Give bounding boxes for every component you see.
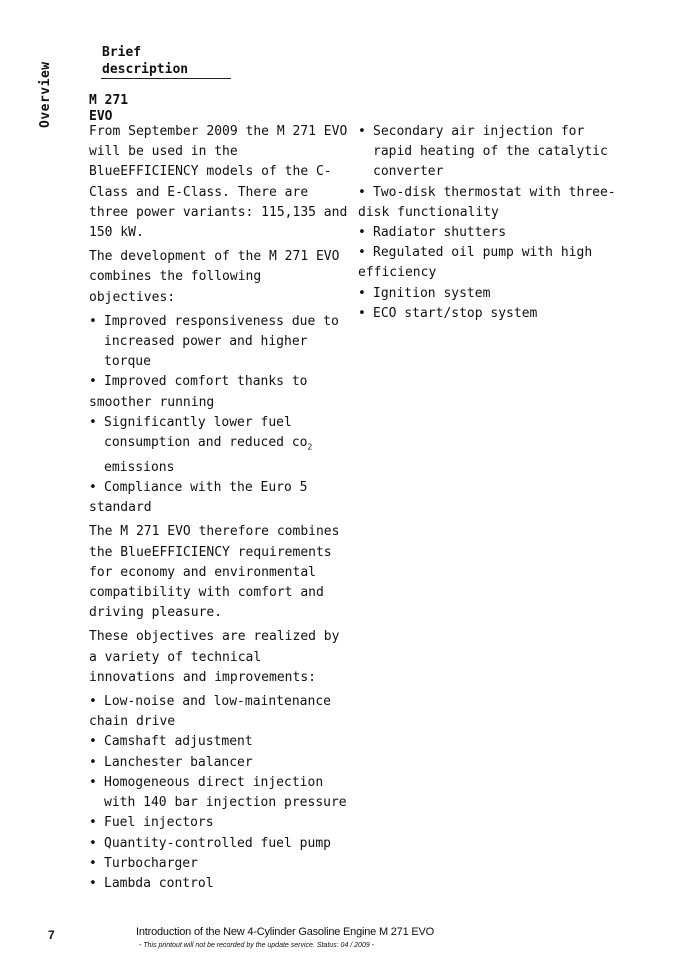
bullet-icon: • <box>358 285 366 301</box>
list-item-text: Low-noise and low-maintenance chain drive <box>89 694 331 730</box>
bullet-icon: • <box>89 414 97 430</box>
right-column <box>358 122 620 328</box>
list-item <box>89 874 351 894</box>
list-item <box>89 854 351 874</box>
left-column <box>89 122 351 898</box>
brief-line-1: Brief <box>102 45 142 60</box>
bullet-icon: • <box>89 694 97 710</box>
innovations-list <box>89 692 351 894</box>
heading-underline <box>101 78 231 79</box>
bullet-icon: • <box>358 225 366 241</box>
heading-line-2: EVO <box>89 109 113 124</box>
bullet-icon: • <box>89 815 97 831</box>
list-item <box>89 413 351 478</box>
bullet-icon: • <box>358 305 366 321</box>
list-item <box>89 732 351 752</box>
list-item-text: Homogeneous direct injection with 140 bar injection pressure <box>104 774 347 811</box>
bullet-icon: • <box>358 245 366 261</box>
list-item-text: Lanchester balancer <box>104 754 253 770</box>
list-item <box>89 372 351 412</box>
section-label-overview: Overview <box>38 61 53 128</box>
list-item-text: Ignition system <box>373 285 491 301</box>
list-item-text: Significantly lower fuel consumption and reduced co <box>104 414 308 451</box>
list-item-text: Improved responsiveness due to increased power and higher torque <box>104 313 339 370</box>
bullet-icon: • <box>358 184 366 200</box>
bullet-icon: • <box>358 124 366 139</box>
bullet-icon: • <box>89 855 97 871</box>
list-item <box>89 813 351 833</box>
section-heading <box>89 93 128 125</box>
list-item-text: Secondary air injection for rapid heating of the catalytic converter <box>373 124 608 180</box>
list-item-text: Turbocharger <box>104 855 198 871</box>
co2-subscript: 2 <box>307 442 313 452</box>
list-item-text: ECO start/stop system <box>373 305 538 321</box>
list-item <box>89 834 351 854</box>
bullet-icon: • <box>89 835 97 851</box>
list-item <box>358 223 620 243</box>
bullet-icon: • <box>89 734 97 750</box>
list-item <box>89 692 351 732</box>
list-item-text: Compliance with the Euro 5 standard <box>89 480 308 516</box>
innovations-intro-paragraph: These objectives are realized by a variety of technical innovations and improvements: <box>89 629 340 685</box>
bullet-icon: • <box>89 875 97 891</box>
bullet-icon: • <box>89 480 97 496</box>
footer-note: - This printout will not be recorded by the update service. Status: 04 / 2009 - <box>139 942 375 949</box>
summary-paragraph: The M 271 EVO therefore combines the BlueEFFICIENCY requirements for economy and environmental compatibility with comfort and driving pleasure. <box>89 524 340 621</box>
list-item-text: Quantity-controlled fuel pump <box>104 835 331 851</box>
bullet-icon: • <box>89 754 97 770</box>
features-list <box>358 122 620 324</box>
bullet-icon: • <box>89 313 97 329</box>
list-item <box>358 304 620 324</box>
intro-paragraph: From September 2009 the M 271 EVO will be used in the BlueEFFICIENCY models of the C-Class and E-Class. There are three power variants: 115,135 and 150 kW. <box>89 124 348 241</box>
list-item-text: Fuel injectors <box>104 815 214 831</box>
list-item-text-tail: emissions <box>104 459 175 475</box>
page-number: 7 <box>48 928 55 942</box>
list-item <box>358 183 620 223</box>
brief-description-heading <box>102 44 188 78</box>
list-item <box>89 753 351 773</box>
objectives-list <box>89 312 351 519</box>
bullet-icon: • <box>89 374 97 390</box>
list-item <box>89 312 351 373</box>
list-item <box>89 478 351 518</box>
list-item-text: Camshaft adjustment <box>104 734 253 750</box>
list-item <box>358 284 620 304</box>
bullet-icon: • <box>89 774 97 790</box>
objectives-intro-paragraph: The development of the M 271 EVO combines the following objectives: <box>89 249 340 305</box>
footer-title: Introduction of the New 4-Cylinder Gasoline Engine M 271 EVO <box>136 926 434 938</box>
list-item-text: Lambda control <box>104 875 214 891</box>
list-item-text: Radiator shutters <box>373 225 507 241</box>
heading-line-1: M 271 <box>89 93 129 108</box>
list-item-text: Two-disk thermostat with three-disk functionality <box>358 184 616 220</box>
list-item <box>89 773 351 813</box>
list-item-text: Regulated oil pump with high efficiency <box>358 245 593 281</box>
list-item <box>358 243 620 283</box>
list-item-text: Improved comfort thanks to smoother running <box>89 374 308 410</box>
brief-line-2: description <box>102 62 189 77</box>
list-item <box>358 122 620 183</box>
